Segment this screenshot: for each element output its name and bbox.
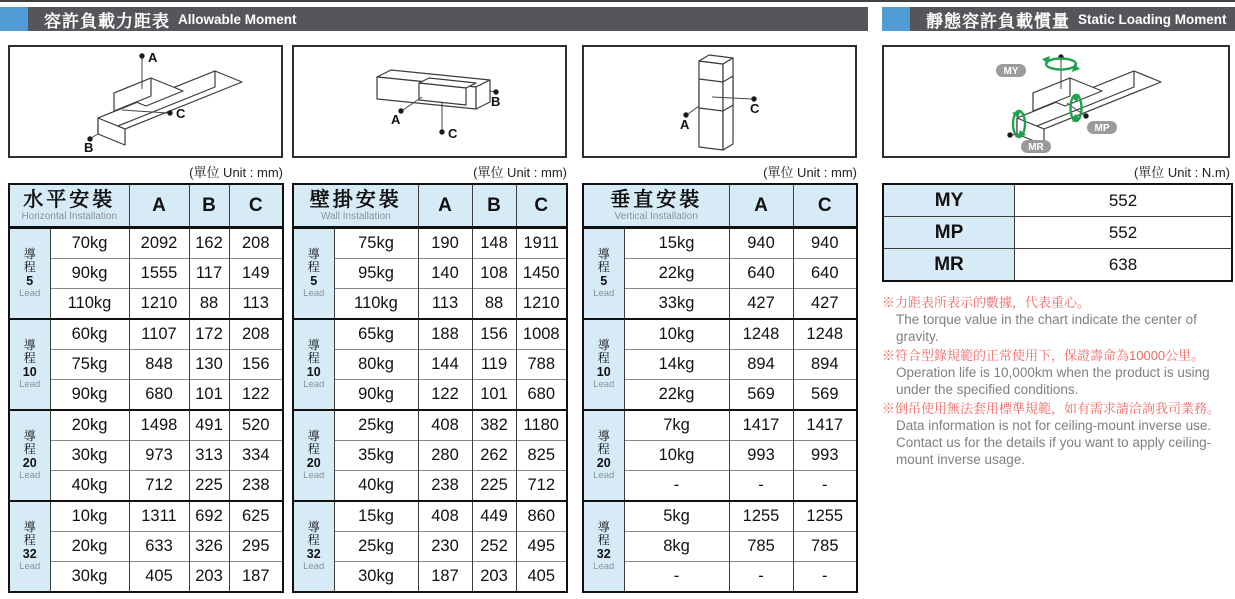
value-cell: 1311 — [129, 501, 189, 532]
value-cell: - — [793, 471, 857, 502]
blue-square-accent — [0, 7, 28, 31]
value-cell: 252 — [472, 532, 516, 562]
value-cell: 1107 — [129, 319, 189, 350]
value-cell: 408 — [418, 410, 472, 441]
lead-20-cell: 導 程 20 Lead — [9, 410, 50, 501]
table-row — [583, 501, 857, 532]
value-cell: 117 — [189, 259, 229, 289]
column-header-b: B — [472, 184, 516, 228]
moment-value: 638 — [1015, 249, 1233, 282]
value-cell: 491 — [189, 410, 229, 441]
table-row — [293, 319, 567, 350]
lead-32-cell: 導 程 32 Lead — [583, 501, 624, 592]
table-row — [583, 319, 857, 350]
vertical-installation-table-slot — [582, 183, 858, 593]
table-row — [583, 289, 857, 320]
unit-label-mm: (單位 Unit : mm) — [763, 165, 857, 180]
value-cell: 334 — [229, 441, 283, 471]
value-cell: 225 — [472, 471, 516, 502]
load-cell: 14kg — [624, 350, 729, 380]
point-a-label: A — [391, 112, 401, 127]
lead-10-cell: 導 程 10 Lead — [293, 319, 334, 410]
load-cell: 90kg — [50, 259, 129, 289]
load-cell: 30kg — [334, 562, 418, 593]
value-cell: 172 — [189, 319, 229, 350]
value-cell: 1255 — [729, 501, 793, 532]
static-moment-svg — [884, 47, 1228, 156]
column-header-a: A — [129, 184, 189, 228]
value-cell: 1555 — [129, 259, 189, 289]
lead-20-cell: 導 程 20 Lead — [293, 410, 334, 501]
value-cell: 1498 — [129, 410, 189, 441]
lead-32-cell: 導 程 32 Lead — [9, 501, 50, 592]
note-en: The torque value in the chart indicate the center of gravity. — [896, 312, 1197, 344]
value-cell: 101 — [189, 380, 229, 411]
table-row — [583, 410, 857, 441]
value-cell: 208 — [229, 228, 283, 259]
value-cell: 1008 — [516, 319, 567, 350]
note-zh: ※符合型錄規範的正常使用下，保證壽命為10000公里。 — [882, 348, 1205, 363]
value-cell: 113 — [418, 289, 472, 320]
table-row — [9, 441, 283, 471]
load-cell: - — [624, 471, 729, 502]
point-c-label: C — [448, 126, 458, 141]
value-cell: 1255 — [793, 501, 857, 532]
value-cell: 187 — [418, 562, 472, 593]
load-cell: 15kg — [334, 501, 418, 532]
value-cell: 188 — [418, 319, 472, 350]
value-cell: 940 — [729, 228, 793, 259]
value-cell: 712 — [516, 471, 567, 502]
table-row — [293, 562, 567, 593]
load-cell: 20kg — [50, 410, 129, 441]
value-cell: 88 — [472, 289, 516, 320]
load-cell: 33kg — [624, 289, 729, 320]
value-cell: - — [793, 562, 857, 593]
vertical-installation-table — [582, 183, 858, 593]
value-cell: 119 — [472, 350, 516, 380]
table-row — [9, 410, 283, 441]
table-row — [9, 259, 283, 289]
value-cell: 1417 — [729, 410, 793, 441]
value-cell: 993 — [729, 441, 793, 471]
load-cell: 10kg — [624, 319, 729, 350]
moment-value: 552 — [1015, 184, 1233, 217]
value-cell: 680 — [516, 380, 567, 411]
value-cell: 680 — [129, 380, 189, 411]
value-cell: 1911 — [516, 228, 567, 259]
column-header-c: C — [793, 184, 857, 228]
static-loading-moment-header — [882, 7, 1235, 31]
value-cell: 405 — [129, 562, 189, 593]
value-cell: 1248 — [793, 319, 857, 350]
table-row — [583, 380, 857, 411]
slider-block — [699, 79, 723, 111]
load-cell: - — [624, 562, 729, 593]
note-item — [882, 294, 1234, 345]
load-cell: 25kg — [334, 532, 418, 562]
lead-32-cell: 導 程 32 Lead — [293, 501, 334, 592]
value-cell: 88 — [189, 289, 229, 320]
table-row — [293, 289, 567, 320]
value-cell: 162 — [189, 228, 229, 259]
value-cell: 208 — [229, 319, 283, 350]
value-cell: 313 — [189, 441, 229, 471]
load-cell: 25kg — [334, 410, 418, 441]
value-cell: 1450 — [516, 259, 567, 289]
unit-label-nm: (單位 Unit : N.m) — [1133, 165, 1230, 180]
table-row — [9, 471, 283, 502]
value-cell: 148 — [472, 228, 516, 259]
header-title-en: Allowable Moment — [178, 11, 297, 27]
value-cell: - — [729, 562, 793, 593]
table-row — [9, 350, 283, 380]
vertical-installation-title: 垂直安裝 Vertical Installation — [583, 184, 729, 228]
load-cell: 70kg — [50, 228, 129, 259]
table-header-row — [9, 184, 283, 228]
moment-label: MP — [883, 217, 1015, 249]
value-cell: 520 — [229, 410, 283, 441]
horizontal-installation-svg — [10, 47, 281, 156]
allowable-moment-header — [0, 7, 868, 31]
value-cell: 326 — [189, 532, 229, 562]
load-cell: 20kg — [50, 532, 129, 562]
value-cell: 187 — [229, 562, 283, 593]
table-row — [583, 228, 857, 259]
load-cell: 60kg — [50, 319, 129, 350]
note-item — [882, 400, 1234, 468]
lead-5-cell: 導 程 5 Lead — [293, 228, 334, 320]
load-cell: 75kg — [50, 350, 129, 380]
header-title-zh: 靜態容許負載慣量 — [926, 11, 1070, 31]
load-cell: 10kg — [624, 441, 729, 471]
value-cell: 101 — [472, 380, 516, 411]
load-cell: 90kg — [50, 380, 129, 411]
value-cell: 2092 — [129, 228, 189, 259]
value-cell: 262 — [472, 441, 516, 471]
value-cell: 825 — [516, 441, 567, 471]
table-row — [293, 471, 567, 502]
table-row — [293, 532, 567, 562]
value-cell: 280 — [418, 441, 472, 471]
table-header-row — [583, 184, 857, 228]
column-header-a: A — [729, 184, 793, 228]
table-row — [293, 259, 567, 289]
value-cell: 625 — [229, 501, 283, 532]
lead-10-cell: 導 程 10 Lead — [583, 319, 624, 410]
table-row — [9, 228, 283, 259]
value-cell: 640 — [793, 259, 857, 289]
value-cell: 156 — [229, 350, 283, 380]
value-cell: 108 — [472, 259, 516, 289]
horizontal-installation-diagram — [8, 45, 283, 158]
value-cell: 144 — [418, 350, 472, 380]
value-cell: 156 — [472, 319, 516, 350]
wall-installation-svg — [294, 47, 565, 156]
value-cell: 140 — [418, 259, 472, 289]
static-moment-table — [882, 183, 1233, 282]
rail-drawing — [699, 55, 733, 150]
wall-installation-title: 壁掛安裝 Wall Installation — [293, 184, 418, 228]
wall-installation-diagram — [292, 45, 567, 158]
value-cell: 190 — [418, 228, 472, 259]
point-b-label: B — [84, 140, 94, 155]
horizontal-installation-table — [8, 183, 284, 593]
value-cell: 940 — [793, 228, 857, 259]
load-cell: 22kg — [624, 380, 729, 411]
value-cell: 405 — [516, 562, 567, 593]
table-row — [883, 184, 1232, 217]
value-cell: 238 — [418, 471, 472, 502]
table-row — [583, 562, 857, 593]
value-cell: 1417 — [793, 410, 857, 441]
table-row — [293, 350, 567, 380]
value-cell: 633 — [129, 532, 189, 562]
unit-label-mm: (單位 Unit : mm) — [473, 165, 567, 180]
value-cell: 569 — [793, 380, 857, 411]
header-title-en: Static Loading Moment — [1078, 11, 1227, 27]
table-row — [9, 562, 283, 593]
value-cell: 993 — [793, 441, 857, 471]
value-cell: 894 — [793, 350, 857, 380]
lead-5-cell: 導 程 5 Lead — [9, 228, 50, 320]
table-row — [883, 217, 1232, 249]
header-title-zh: 容許負載力距表 — [44, 11, 170, 31]
load-cell: 40kg — [334, 471, 418, 502]
value-cell: 408 — [418, 501, 472, 532]
lead-10-cell: 導 程 10 Lead — [9, 319, 50, 410]
vertical-installation-diagram — [582, 45, 857, 158]
horizontal-installation-table-slot — [8, 183, 284, 593]
value-cell: 973 — [129, 441, 189, 471]
notes — [882, 294, 1234, 470]
column-header-a: A — [418, 184, 472, 228]
value-cell: 1180 — [516, 410, 567, 441]
load-cell: 10kg — [50, 501, 129, 532]
load-cell: 35kg — [334, 441, 418, 471]
point-a-label: A — [148, 50, 158, 65]
lead-20-cell: 導 程 20 Lead — [583, 410, 624, 501]
load-cell: 22kg — [624, 259, 729, 289]
table-row — [293, 228, 567, 259]
table-row — [9, 319, 283, 350]
value-cell: 495 — [516, 532, 567, 562]
lead-5-cell: 導 程 5 Lead — [583, 228, 624, 320]
value-cell: 427 — [793, 289, 857, 320]
table-row — [9, 289, 283, 320]
table-row — [883, 249, 1232, 282]
horizontal-installation-title: 水平安裝 Horizontal Installation — [9, 184, 129, 228]
value-cell: 569 — [729, 380, 793, 411]
table-row — [583, 532, 857, 562]
value-cell: 230 — [418, 532, 472, 562]
load-cell: 30kg — [50, 562, 129, 593]
load-cell: 15kg — [624, 228, 729, 259]
table-row — [583, 471, 857, 502]
rail-drawing — [98, 71, 242, 145]
note-item — [882, 347, 1234, 398]
value-cell: 894 — [729, 350, 793, 380]
value-cell: 203 — [189, 562, 229, 593]
blue-square-accent — [882, 7, 910, 31]
note-en: Data information is not for ceiling-mount inverse use. Contact us for the details if you want to apply ceiling-mount inverse usage. — [896, 418, 1212, 467]
table-row — [293, 501, 567, 532]
table-row — [583, 441, 857, 471]
load-cell: 8kg — [624, 532, 729, 562]
table-row — [293, 410, 567, 441]
moment-label: MR — [883, 249, 1015, 282]
load-cell: 75kg — [334, 228, 418, 259]
point-c-label: C — [750, 101, 760, 116]
vertical-installation-svg — [584, 47, 855, 156]
table-header-row — [293, 184, 567, 228]
value-cell: 449 — [472, 501, 516, 532]
value-cell: 848 — [129, 350, 189, 380]
moment-value: 552 — [1015, 217, 1233, 249]
load-cell: 7kg — [624, 410, 729, 441]
table-row — [293, 380, 567, 411]
table-row — [583, 350, 857, 380]
load-cell: 110kg — [334, 289, 418, 320]
value-cell: 203 — [472, 562, 516, 593]
mp-badge-label: MP — [1094, 123, 1110, 134]
wall-installation-table — [292, 183, 568, 593]
table-row — [583, 259, 857, 289]
my-badge-label: MY — [1003, 66, 1019, 77]
value-cell: 427 — [729, 289, 793, 320]
value-cell: 225 — [189, 471, 229, 502]
point-a-label: A — [680, 117, 690, 132]
value-cell: 1210 — [129, 289, 189, 320]
top-rule — [0, 0, 1235, 2]
value-cell: 238 — [229, 471, 283, 502]
load-cell: 5kg — [624, 501, 729, 532]
rail-drawing — [377, 70, 490, 109]
value-cell: 122 — [229, 380, 283, 411]
value-cell: 382 — [472, 410, 516, 441]
value-cell: 640 — [729, 259, 793, 289]
static-moment-diagram — [882, 45, 1230, 158]
wall-installation-table-slot — [292, 183, 568, 593]
unit-label-mm: (單位 Unit : mm) — [189, 165, 283, 180]
load-cell: 40kg — [50, 471, 129, 502]
point-c-label: C — [176, 106, 186, 121]
value-cell: 692 — [189, 501, 229, 532]
value-cell: 295 — [229, 532, 283, 562]
value-cell: 785 — [729, 532, 793, 562]
table-row — [9, 380, 283, 411]
table-row — [9, 501, 283, 532]
value-cell: 712 — [129, 471, 189, 502]
value-cell: 1248 — [729, 319, 793, 350]
column-header-c: C — [516, 184, 567, 228]
column-header-b: B — [189, 184, 229, 228]
value-cell: 1210 — [516, 289, 567, 320]
load-cell: 65kg — [334, 319, 418, 350]
value-cell: 788 — [516, 350, 567, 380]
note-zh: ※倒吊使用無法套用標準規範，如有需求請洽詢我司業務。 — [882, 401, 1221, 416]
value-cell: - — [729, 471, 793, 502]
load-cell: 95kg — [334, 259, 418, 289]
column-header-c: C — [229, 184, 283, 228]
mr-badge-label: MR — [1028, 142, 1044, 153]
load-cell: 30kg — [50, 441, 129, 471]
value-cell: 149 — [229, 259, 283, 289]
value-cell: 860 — [516, 501, 567, 532]
load-cell: 90kg — [334, 380, 418, 411]
rail-drawing — [1017, 71, 1161, 145]
load-cell: 110kg — [50, 289, 129, 320]
point-b-label: B — [491, 94, 501, 109]
table-row — [293, 441, 567, 471]
value-cell: 122 — [418, 380, 472, 411]
moment-label: MY — [883, 184, 1015, 217]
value-cell: 113 — [229, 289, 283, 320]
note-en: Operation life is 10,000km when the product is using under the specified conditions. — [896, 365, 1210, 397]
note-zh: ※力距表所表示的數據，代表重心。 — [882, 295, 1091, 310]
value-cell: 785 — [793, 532, 857, 562]
value-cell: 130 — [189, 350, 229, 380]
load-cell: 80kg — [334, 350, 418, 380]
table-row — [9, 532, 283, 562]
